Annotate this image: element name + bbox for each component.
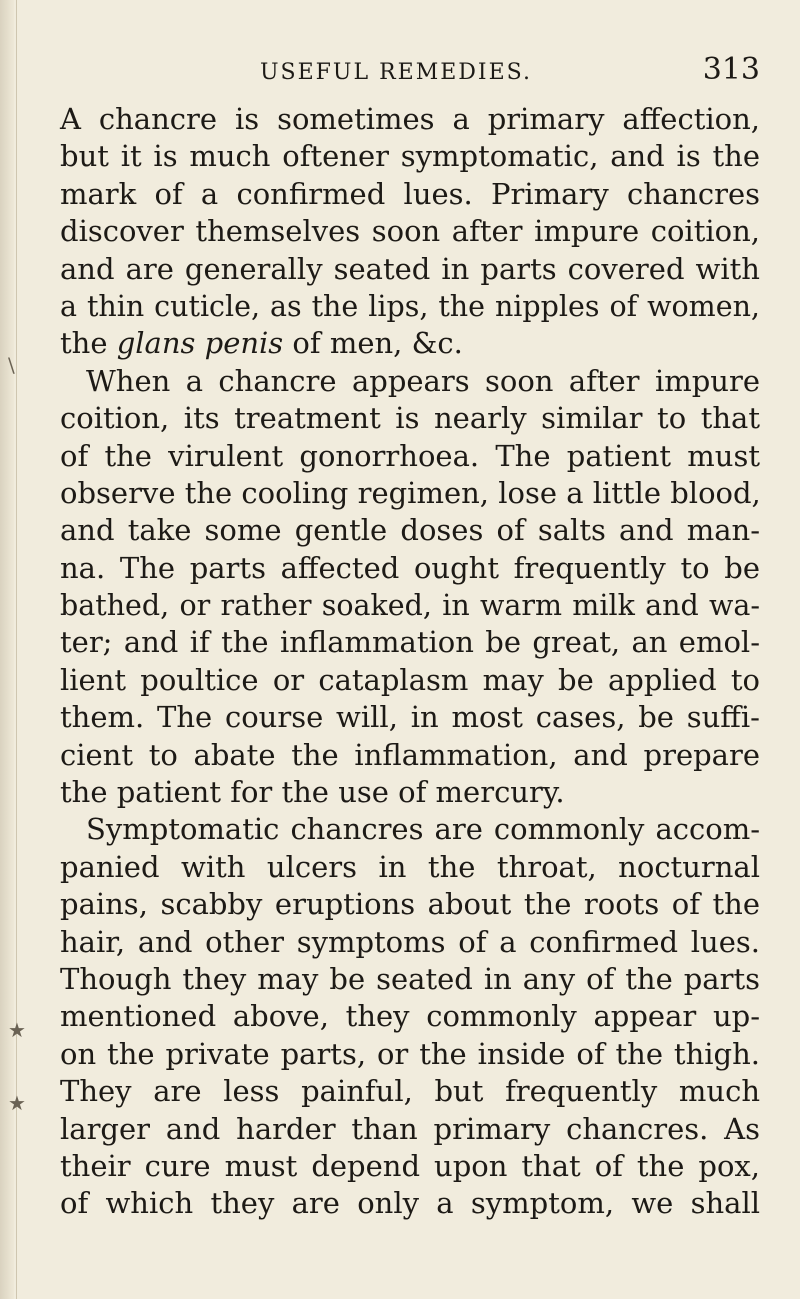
text-line	[60, 886, 760, 923]
text-line	[60, 138, 760, 175]
text-line	[60, 961, 760, 998]
text-line	[60, 475, 760, 512]
text-segment: Though they may be seated in any of the parts	[60, 961, 760, 996]
text-segment: a thin cuticle, as the lips, the nipples of women,	[60, 289, 760, 323]
running-head: USEFUL REMEDIES.	[260, 60, 532, 85]
text-line	[60, 1185, 760, 1222]
text-segment: mentioned above, they commonly appear up-	[60, 999, 760, 1034]
text-segment: of the virulent gonorrhoea. The patient must	[60, 438, 760, 473]
text-segment: on the private parts, or the inside of the thigh.	[60, 1036, 760, 1071]
text-line	[60, 662, 760, 699]
text-line	[60, 251, 760, 288]
text-line	[60, 363, 760, 400]
text-segment: larger and harder than primary chancres. As	[60, 1111, 760, 1146]
text-segment: lient poultice or cataplasm may be applied to	[60, 662, 760, 697]
text-segment: of which they are only a symptom, we shall	[60, 1186, 760, 1221]
text-line	[60, 624, 760, 661]
text-line	[60, 1111, 760, 1148]
page-number: 313	[702, 52, 760, 87]
text-line	[60, 587, 760, 624]
text-line	[60, 325, 760, 362]
text-line	[60, 176, 760, 213]
text-line	[60, 924, 760, 961]
text-segment: Symptomatic chancres are commonly accom-	[86, 812, 760, 847]
text-line	[60, 737, 760, 774]
text-segment: They are less painful, but frequently much	[60, 1074, 760, 1109]
text-segment: pains, scabby eruptions about the roots of the	[60, 887, 760, 922]
page-header	[60, 52, 760, 92]
text-segment: them. The course will, in most cases, be suffi-	[60, 700, 760, 735]
text-line	[60, 512, 760, 549]
text-segment: mark of a confirmed lues. Primary chancres	[60, 176, 760, 211]
text-segment: bathed, or rather soaked, in warm milk and wa-	[60, 589, 760, 623]
text-line	[60, 438, 760, 475]
text-line	[60, 213, 760, 250]
text-line	[60, 550, 760, 587]
text-segment: A chancre is sometimes a primary affection,	[60, 102, 760, 136]
text-line	[60, 811, 760, 848]
text-segment: discover themselves soon after impure coition,	[60, 214, 760, 249]
text-line	[60, 699, 760, 736]
text-line	[60, 1148, 760, 1185]
text-line	[60, 849, 760, 886]
text-line	[60, 774, 760, 811]
margin-mark: ★	[8, 1018, 26, 1042]
italic-term: glans penis	[116, 326, 284, 361]
text-line	[60, 101, 760, 138]
text-segment: panied with ulcers in the throat, nocturnal	[60, 849, 760, 884]
margin-mark: ★	[8, 1091, 26, 1115]
body-text	[60, 101, 760, 1223]
text-segment: and are generally seated in parts covered with	[60, 251, 760, 286]
text-line	[60, 998, 760, 1035]
text-segment: na. The parts affected ought frequently to be	[60, 550, 760, 585]
text-line	[60, 1036, 760, 1073]
text-line	[60, 400, 760, 437]
text-segment: the patient for the use of mercury.	[60, 775, 565, 810]
text-segment: of men, &c.	[283, 326, 463, 361]
text-line	[60, 1073, 760, 1110]
text-segment: coition, its treatment is nearly similar to that	[60, 401, 760, 436]
text-segment: the	[60, 326, 117, 361]
text-segment: observe the cooling regimen, lose a little blood,	[60, 475, 761, 510]
text-segment: and take some gentle doses of salts and man-	[60, 513, 760, 548]
text-segment: hair, and other symptoms of a confirmed lues.	[60, 924, 760, 959]
text-segment: ter; and if the inflammation be great, an emol-	[60, 625, 760, 660]
text-segment: their cure must depend upon that of the pox,	[60, 1148, 760, 1183]
margin-mark: \	[8, 353, 15, 377]
text-segment: but it is much oftener symptomatic, and is the	[60, 139, 760, 174]
text-segment: When a chancre appears soon after impure	[86, 363, 760, 398]
text-line	[60, 288, 760, 325]
text-segment: cient to abate the inflammation, and prepare	[60, 737, 760, 772]
